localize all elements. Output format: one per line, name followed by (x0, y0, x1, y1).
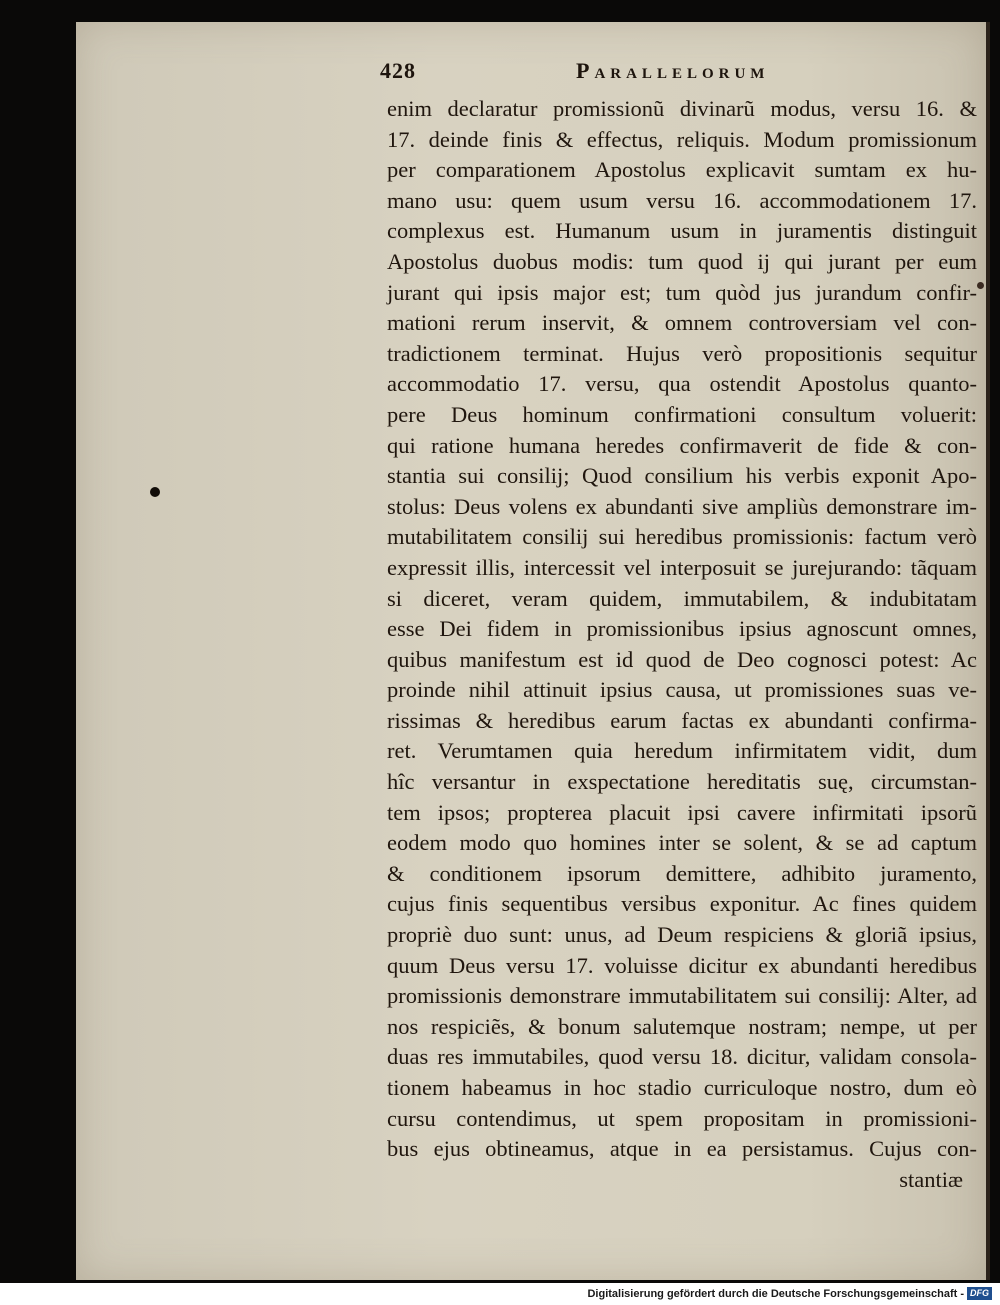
text-line: stantiæ (899, 1166, 963, 1192)
text-line: tem ipsos; propterea placuit ipsi cavere infirmitati ipsorũ (387, 799, 977, 825)
text-line: per comparationem Apostolus explicavit sumtam ex hu- (387, 157, 977, 183)
text-line: hîc versantur in exspectatione hereditatis suę, circumstan- (387, 769, 977, 795)
text-line: rissimas & heredibus earum factas ex abundanti confirma- (387, 707, 977, 733)
text-line: jurant qui ipsis major est; tum quòd jus jurandum confir- (387, 279, 977, 305)
text-line: stolus: Deus volens ex abundanti sive ampliùs demonstrare im- (387, 493, 977, 519)
text-line: & conditionem ipsorum demittere, adhibito juramento, (387, 860, 977, 886)
text-line: bus ejus obtineamus, atque in ea persistamus. Cujus con- (387, 1136, 977, 1162)
text-line: cursu contendimus, ut spem propositam in promissioni- (387, 1105, 977, 1131)
text-line: eodem modo quo homines inter se solent, & se ad captum (387, 830, 977, 856)
dfg-logo: DFG (967, 1287, 992, 1300)
text-line: tradictionem terminat. Hujus verò propositionis sequitur (387, 340, 977, 366)
page-number: 428 (380, 58, 416, 83)
text-line: ret. Verumtamen quia heredum infirmitatem vidit, dum (387, 738, 977, 764)
page-edge (986, 22, 990, 1280)
text-line: esse Dei fidem in promissionibus ipsius agnoscunt omnes, (387, 616, 977, 642)
text-line: pere Deus hominum confirmationi consultum voluerit: (387, 401, 977, 427)
ink-dot (150, 487, 160, 497)
text-line: stantia sui consilij; Quod consilium his verbis exponit Apo- (387, 463, 977, 489)
text-line: promissionis demonstrare immutabilitatem sui consilij: Alter, ad (387, 983, 977, 1009)
text-line: propriè duo sunt: unus, ad Deum respiciens & gloriã ipsius, (387, 922, 977, 948)
text-line: quum Deus versu 17. voluisse dicitur ex abundanti heredibus (387, 952, 977, 978)
text-line: nos respiciẽs, & bonum salutemque nostram; nempe, ut per (387, 1013, 977, 1039)
text-line: duas res immutabiles, quod versu 18. dicitur, validam consola- (387, 1044, 977, 1070)
text-line: si diceret, veram quidem, immutabilem, & indubitatam (387, 585, 977, 611)
body-text (387, 94, 977, 1195)
text-line: qui ratione humana heredes confirmaverit de fide & con- (387, 432, 977, 458)
footer-credit (587, 1287, 992, 1300)
text-line: complexus est. Humanum usum in juramentis distinguit (387, 218, 977, 244)
footer-credit-text: Digitalisierung gefördert durch die Deutsche Forschungsgemeinschaft - (587, 1287, 964, 1300)
text-line: mano usu: quem usum versu 16. accommodationem 17. (387, 187, 977, 213)
ink-dot (977, 282, 984, 289)
text-line: cujus finis sequentibus versibus exponitur. Ac fines quidem (387, 891, 977, 917)
text-line: Apostolus duobus modis: tum quod ij qui jurant per eum (387, 248, 977, 274)
running-head: Parallelorum (576, 58, 770, 83)
text-line: quibus manifestum est id quod de Deo cognosci potest: Ac (387, 646, 977, 672)
text-line: expressit illis, intercessit vel interposuit se jurejurando: tãquam (387, 554, 977, 580)
text-line: 17. deinde finis & effectus, reliquis. Modum promissionum (387, 126, 977, 152)
text-line: mationi rerum inservit, & omnem controversiam vel con- (387, 310, 977, 336)
text-line: enim declaratur promissionũ divinarũ modus, versu 16. & (387, 96, 977, 121)
text-line: tionem habeamus in hoc stadio curriculoque nostro, dum eò (387, 1075, 977, 1100)
text-line: proinde nihil attinuit ipsius causa, ut promissiones suas ve- (387, 677, 977, 703)
page-header (380, 58, 820, 92)
text-line: mutabilitatem consilij sui heredibus promissionis: factum verò (387, 524, 977, 550)
text-line: accommodatio 17. versu, qua ostendit Apostolus quanto- (387, 371, 977, 397)
